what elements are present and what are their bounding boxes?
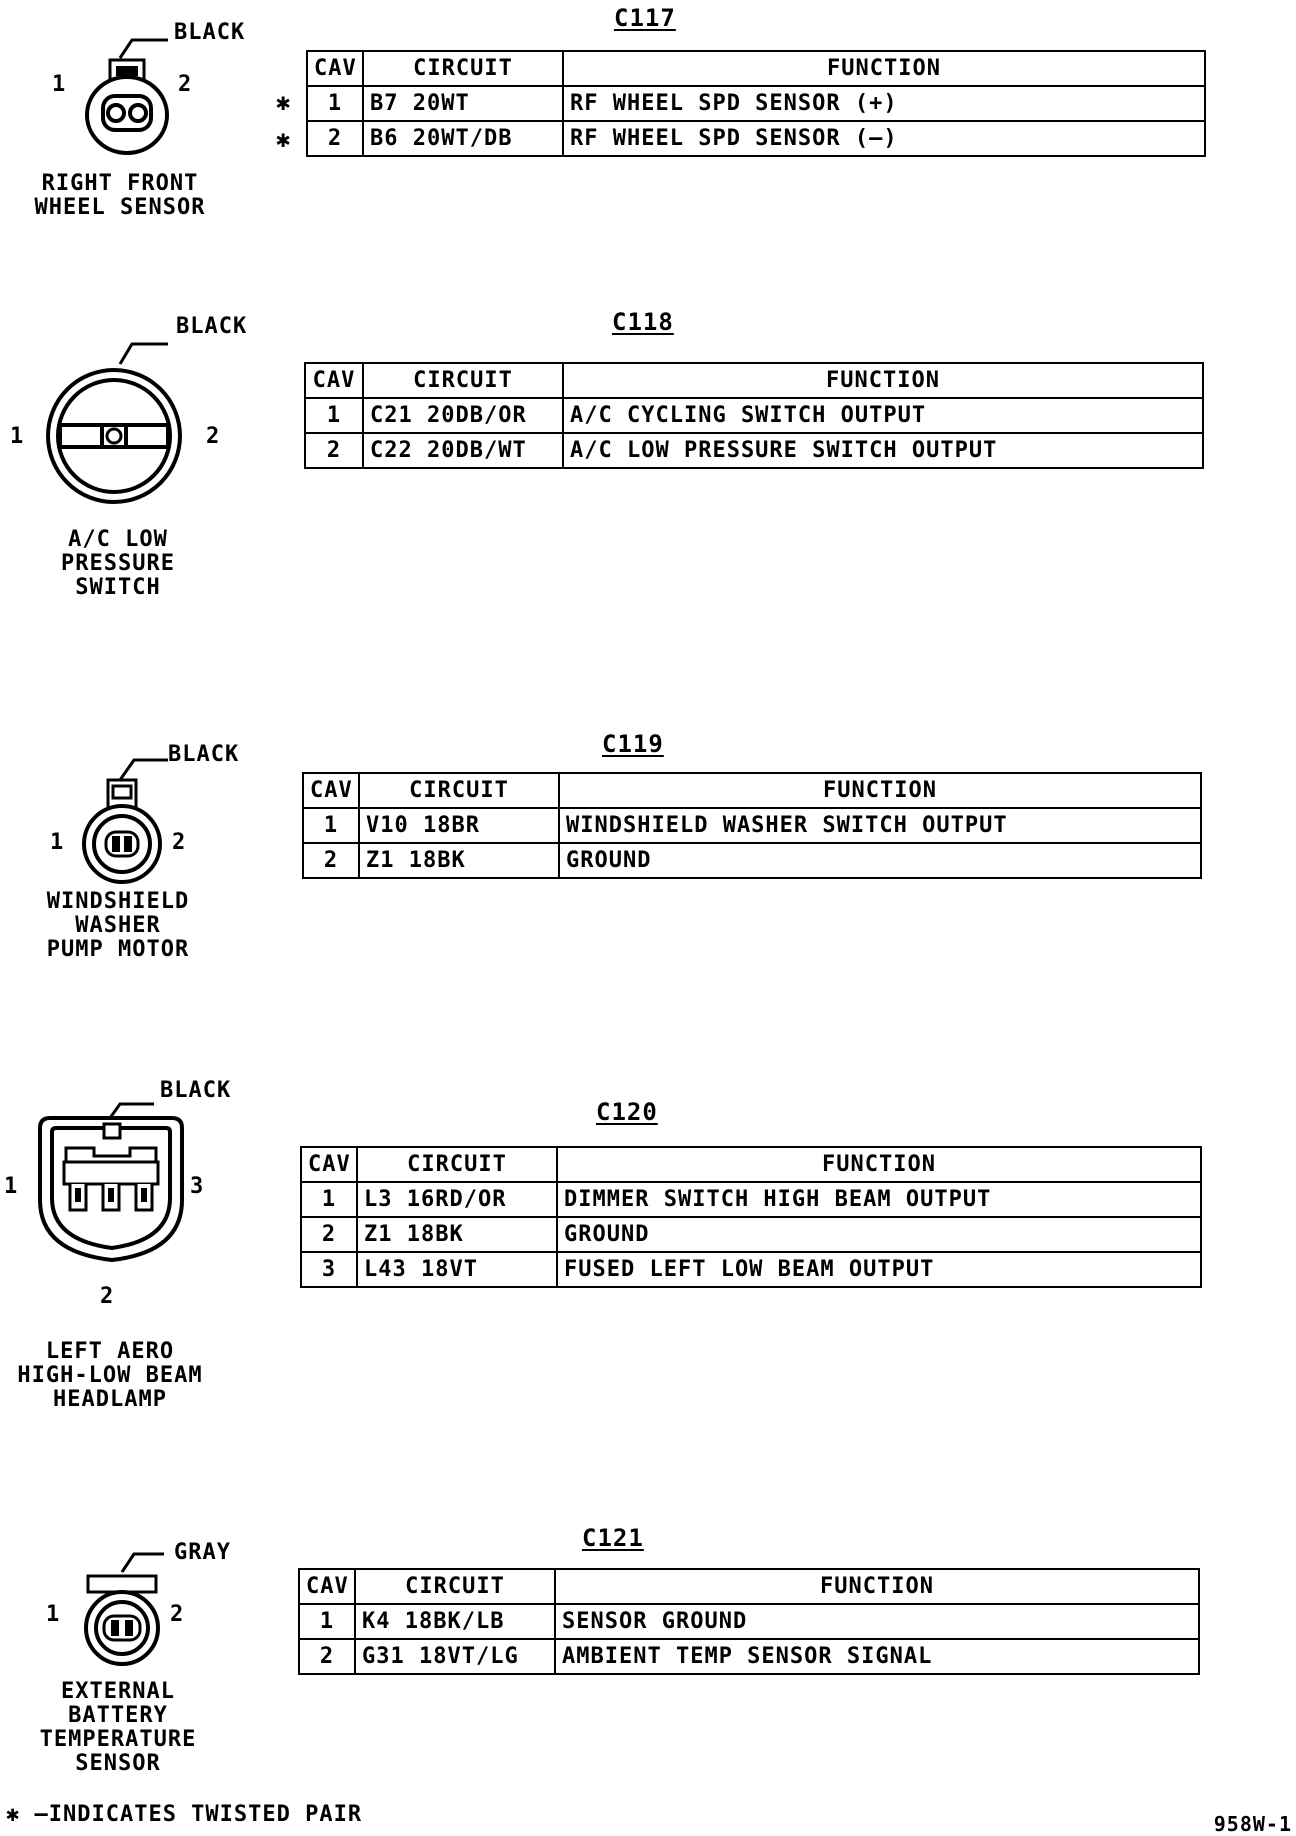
header-function: FUNCTION — [555, 1569, 1199, 1604]
table-header-row — [307, 51, 1205, 86]
table-row — [303, 808, 1201, 843]
cell-circuit: K4 18BK/LB — [355, 1604, 555, 1639]
table-row — [307, 121, 1205, 156]
header-circuit: CIRCUIT — [357, 1147, 557, 1182]
table-header-row — [301, 1147, 1201, 1182]
round-switch-connector-icon — [40, 324, 190, 504]
pin-number-3: 3 — [190, 1174, 204, 1199]
twisted-pair-marker: ✱ — [276, 125, 291, 153]
connector-name: A/C LOW PRESSURE SWITCH — [61, 527, 175, 600]
connector-name: RIGHT FRONT WHEEL SENSOR — [34, 171, 206, 220]
connector-name: EXTERNAL BATTERY TEMPERATURE SENSOR — [39, 1679, 197, 1776]
header-function: FUNCTION — [557, 1147, 1201, 1182]
pin-number-2: 2 — [178, 72, 192, 97]
cell-circuit: B6 20WT/DB — [363, 121, 563, 156]
three-pin-headlamp-connector-icon — [36, 1084, 196, 1274]
pinout-table — [300, 1146, 1202, 1288]
cell-circuit: C22 20DB/WT — [363, 433, 563, 468]
cell-function: RF WHEEL SPD SENSOR (+) — [563, 86, 1205, 121]
table-row — [301, 1182, 1201, 1217]
header-cav: CAV — [305, 363, 363, 398]
pinout-table — [298, 1568, 1200, 1675]
connector-id: C119 — [602, 730, 664, 758]
table-row — [307, 86, 1205, 121]
cell-circuit: V10 18BR — [359, 808, 559, 843]
header-circuit: CIRCUIT — [363, 363, 563, 398]
cell-function: WINDSHIELD WASHER SWITCH OUTPUT — [559, 808, 1201, 843]
pin-number-1: 1 — [10, 424, 24, 449]
table-row — [305, 433, 1203, 468]
header-circuit: CIRCUIT — [363, 51, 563, 86]
connector-section-c117 — [0, 0, 1296, 230]
cell-function: A/C CYCLING SWITCH OUTPUT — [563, 398, 1203, 433]
cell-function: AMBIENT TEMP SENSOR SIGNAL — [555, 1639, 1199, 1674]
table-row — [305, 398, 1203, 433]
connector-id: C117 — [614, 4, 676, 32]
header-cav: CAV — [301, 1147, 357, 1182]
header-function: FUNCTION — [559, 773, 1201, 808]
cell-circuit: C21 20DB/OR — [363, 398, 563, 433]
header-cav: CAV — [307, 51, 363, 86]
connector-section-c119 — [0, 720, 1296, 1010]
table-row — [301, 1217, 1201, 1252]
twisted-pair-footnote: ✱ —INDICATES TWISTED PAIR — [6, 1802, 363, 1827]
cell-function: DIMMER SWITCH HIGH BEAM OUTPUT — [557, 1182, 1201, 1217]
connector-color-label: BLACK — [160, 1078, 232, 1103]
connector-id: C120 — [596, 1098, 658, 1126]
cell-cav: 1 — [303, 808, 359, 843]
connector-section-c120 — [0, 1070, 1296, 1420]
table-row — [303, 843, 1201, 878]
table-row — [299, 1604, 1199, 1639]
cell-cav: 1 — [305, 398, 363, 433]
pin-number-2: 2 — [172, 830, 186, 855]
cell-function: GROUND — [557, 1217, 1201, 1252]
pin-number-1: 1 — [52, 72, 66, 97]
header-cav: CAV — [303, 773, 359, 808]
cell-function: GROUND — [559, 843, 1201, 878]
figure-id: 958W-1 — [1213, 1812, 1292, 1836]
cell-cav: 1 — [301, 1182, 357, 1217]
connector-color-label: GRAY — [174, 1540, 231, 1565]
pinout-table — [304, 362, 1204, 469]
connector-name: LEFT AERO HIGH-LOW BEAM HEADLAMP — [17, 1339, 203, 1412]
connector-id: C118 — [612, 308, 674, 336]
pin-number-2: 2 — [170, 1602, 184, 1627]
connector-section-c121 — [0, 1510, 1296, 1800]
pinout-table — [306, 50, 1206, 157]
cell-cav: 2 — [301, 1217, 357, 1252]
cell-cav: 1 — [307, 86, 363, 121]
table-row — [301, 1252, 1201, 1287]
connector-color-label: BLACK — [176, 314, 248, 339]
connector-diagram — [36, 1084, 196, 1274]
table-header-row — [305, 363, 1203, 398]
cell-circuit: B7 20WT — [363, 86, 563, 121]
connector-name: WINDSHIELD WASHER PUMP MOTOR — [46, 889, 190, 962]
header-function: FUNCTION — [563, 51, 1205, 86]
cell-circuit: L43 18VT — [357, 1252, 557, 1287]
connector-id: C121 — [582, 1524, 644, 1552]
cell-circuit: L3 16RD/OR — [357, 1182, 557, 1217]
pin-number-1: 1 — [4, 1174, 18, 1199]
cell-circuit: Z1 18BK — [357, 1217, 557, 1252]
cell-cav: 2 — [303, 843, 359, 878]
cell-cav: 2 — [305, 433, 363, 468]
cell-cav: 1 — [299, 1604, 355, 1639]
pin-number-2: 2 — [206, 424, 220, 449]
pin-number-2: 2 — [100, 1284, 114, 1309]
cell-cav: 2 — [299, 1639, 355, 1674]
pinout-table — [302, 772, 1202, 879]
header-circuit: CIRCUIT — [359, 773, 559, 808]
cell-cav: 3 — [301, 1252, 357, 1287]
twisted-pair-marker: ✱ — [276, 88, 291, 116]
cell-function: FUSED LEFT LOW BEAM OUTPUT — [557, 1252, 1201, 1287]
cell-function: SENSOR GROUND — [555, 1604, 1199, 1639]
header-cav: CAV — [299, 1569, 355, 1604]
connector-section-c118 — [0, 300, 1296, 620]
cell-function: A/C LOW PRESSURE SWITCH OUTPUT — [563, 433, 1203, 468]
connector-color-label: BLACK — [174, 20, 246, 45]
cell-circuit: Z1 18BK — [359, 843, 559, 878]
cell-cav: 2 — [307, 121, 363, 156]
header-circuit: CIRCUIT — [355, 1569, 555, 1604]
pin-number-1: 1 — [46, 1602, 60, 1627]
header-function: FUNCTION — [563, 363, 1203, 398]
table-header-row — [303, 773, 1201, 808]
cell-circuit: G31 18VT/LG — [355, 1639, 555, 1674]
connector-diagram — [40, 324, 190, 504]
table-row — [299, 1639, 1199, 1674]
connector-color-label: BLACK — [168, 742, 240, 767]
table-header-row — [299, 1569, 1199, 1604]
cell-function: RF WHEEL SPD SENSOR (—) — [563, 121, 1205, 156]
pin-number-1: 1 — [50, 830, 64, 855]
